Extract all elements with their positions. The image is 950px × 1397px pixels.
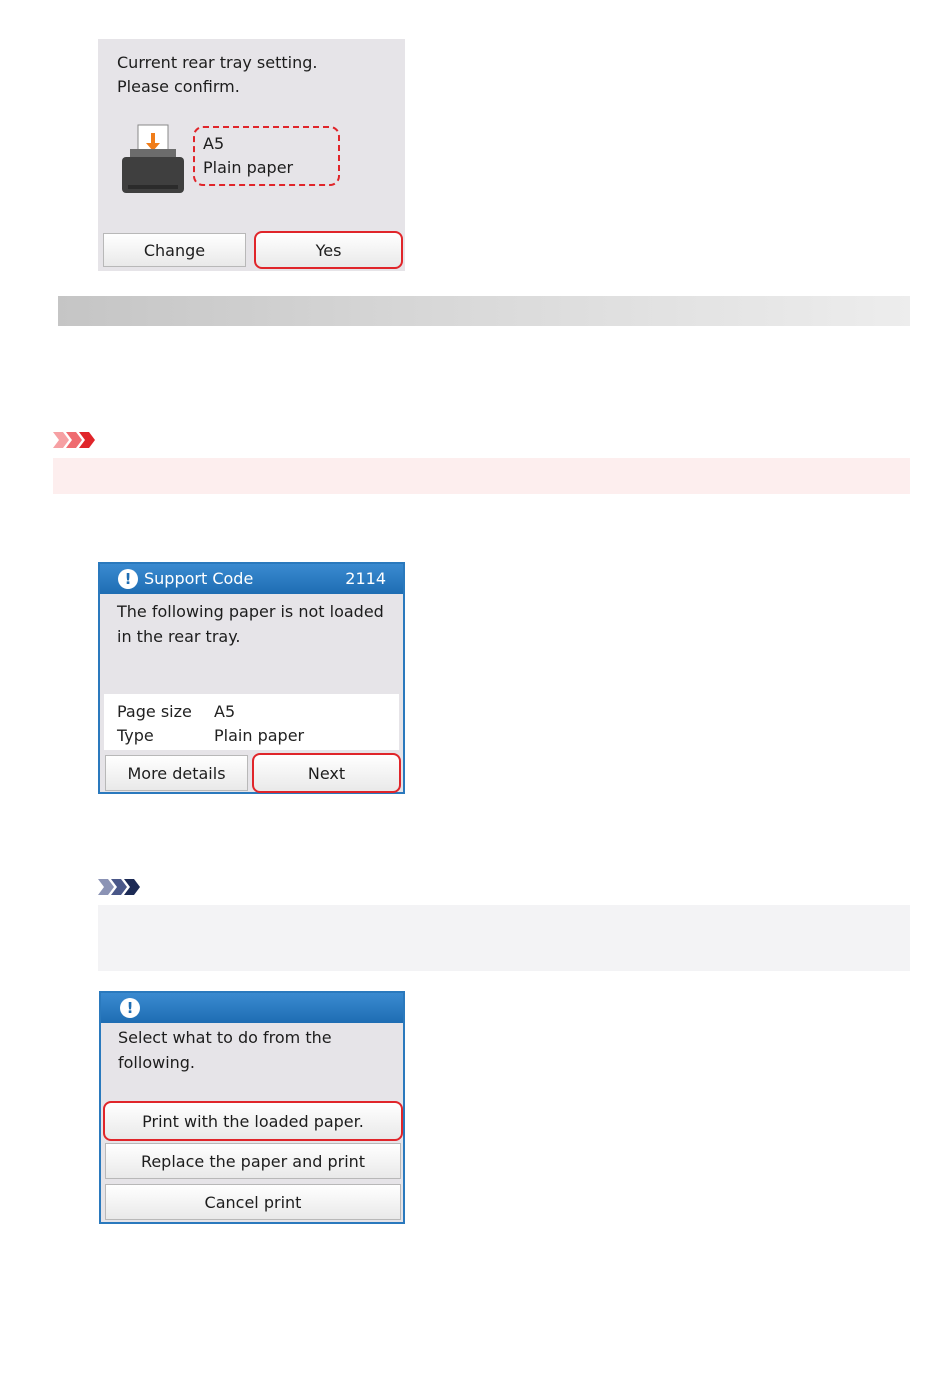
paper-size-value: A5 <box>203 134 225 153</box>
type-value: Plain paper <box>214 726 305 745</box>
next-button[interactable]: Next <box>252 753 401 793</box>
note-chevrons-icon <box>98 879 144 895</box>
support-code-titlebar <box>100 564 403 594</box>
page-size-value: A5 <box>214 702 236 721</box>
yes-button[interactable]: Yes <box>254 231 403 269</box>
important-chevrons-icon <box>53 432 99 448</box>
rear-tray-setting-screen <box>98 39 405 271</box>
select-action-titlebar <box>101 993 403 1023</box>
support-code-number: 2114 <box>345 569 386 588</box>
support-code-screen <box>98 562 405 794</box>
note-band <box>98 905 910 971</box>
exclamation-icon: ! <box>120 998 140 1018</box>
change-button[interactable]: Change <box>103 233 246 267</box>
screen2-message: The following paper is not loaded in the rear tray. <box>117 602 384 646</box>
section-heading-bar <box>58 296 910 326</box>
select-action-screen <box>99 991 405 1224</box>
printer-rear-tray-icon <box>120 123 186 195</box>
important-notice-band <box>53 458 910 494</box>
paper-info-panel <box>104 694 399 750</box>
type-label: Type <box>117 726 154 745</box>
print-with-loaded-paper-button[interactable]: Print with the loaded paper. <box>103 1101 403 1141</box>
screen3-message: Select what to do from the following. <box>118 1028 332 1072</box>
screen1-message: Current rear tray setting. Please confirm. <box>117 53 318 96</box>
exclamation-icon: ! <box>118 569 138 589</box>
cancel-print-button[interactable]: Cancel print <box>105 1184 401 1220</box>
paper-type-value: Plain paper <box>203 158 294 177</box>
replace-paper-and-print-button[interactable]: Replace the paper and print <box>105 1143 401 1179</box>
more-details-button[interactable]: More details <box>105 755 248 791</box>
paper-setting-highlight <box>193 126 340 186</box>
support-code-title: Support Code <box>144 569 254 588</box>
page-size-label: Page size <box>117 702 192 721</box>
